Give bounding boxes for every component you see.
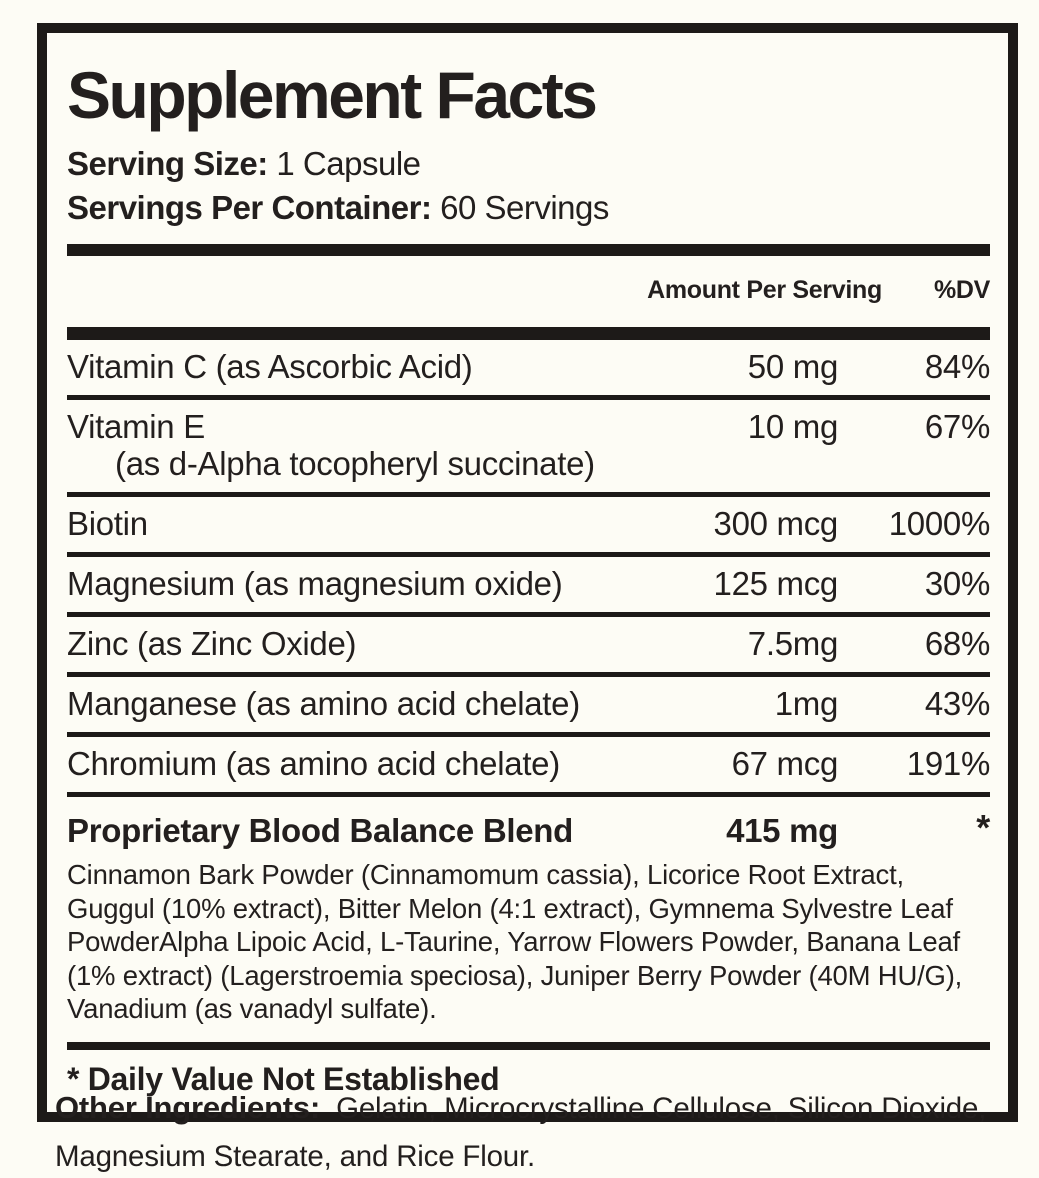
nutrient-amount: 67 mcg: [731, 745, 838, 783]
nutrient-dv: 43%: [924, 685, 990, 723]
servings-per-container-value: 60 Servings: [440, 189, 609, 227]
nutrient-row-manganese: [67, 677, 990, 732]
nutrient-amount: 50 mg: [747, 348, 838, 386]
column-header-amount: Amount Per Serving: [647, 276, 882, 305]
serving-size-line: [67, 142, 990, 186]
other-ingredients-label: Other Ingredients:: [55, 1090, 321, 1125]
blend-description: Cinnamon Bark Powder (Cinnamomum cassia), Licorice Root Extract, Guggul (10% extract), Bitter Melon (4:1 extract), Gymnema Sylvestre Leaf PowderAlpha Lipoic Acid, L-Taurine, Yarrow Flowers Powder, Banana Leaf (1% extract) (Lagerstroemia speciosa), Juniper Berry Powder (40M HU/G), Vanadium (as vanadyl sulfate).: [67, 859, 963, 1025]
nutrient-row-chromium: [67, 737, 990, 792]
blend-dv-asterisk: *: [976, 807, 990, 849]
servings-per-container-line: [67, 186, 990, 230]
nutrient-row-vitamin-c: [67, 340, 990, 395]
column-header-row: [67, 256, 990, 327]
nutrient-dv: 1000%: [888, 505, 990, 543]
divider-thick-header: [67, 327, 990, 340]
servings-per-container-label: Servings Per Container:: [67, 189, 432, 227]
nutrient-dv: 67%: [924, 408, 990, 446]
serving-size-label: Serving Size:: [67, 145, 268, 183]
nutrient-name-line1: Vitamin E: [67, 408, 205, 446]
nutrient-name: Zinc (as Zinc Oxide): [67, 625, 357, 663]
nutrient-dv: 68%: [924, 625, 990, 663]
nutrient-amount: 300 mcg: [713, 505, 838, 543]
daily-value-footnote: * Daily Value Not Established: [67, 1060, 500, 1097]
column-header-dv: %DV: [933, 276, 990, 305]
panel-title: Supplement Facts: [67, 58, 596, 132]
nutrient-dv: 84%: [924, 348, 990, 386]
nutrient-name: Manganese (as amino acid chelate): [67, 685, 580, 723]
nutrient-name: [67, 408, 648, 482]
nutrient-amount: 125 mcg: [713, 565, 838, 603]
nutrient-name: Magnesium (as magnesium oxide): [67, 565, 563, 603]
nutrient-name: Vitamin C (as Ascorbic Acid): [67, 348, 473, 386]
other-ingredients-value: Gelatin, Microcrystalline Cellulose, Silicon Dioxide, Magnesium Stearate, and Rice Flour.: [55, 1092, 987, 1173]
nutrient-amount: 10 mg: [747, 408, 838, 446]
nutrient-dv: 30%: [924, 565, 990, 603]
nutrient-dv: 191%: [906, 745, 990, 783]
blend-name: Proprietary Blood Balance Blend: [67, 812, 573, 850]
nutrient-row-magnesium: [67, 557, 990, 612]
divider-thick-footnote: [67, 1042, 990, 1050]
blend-row: [67, 797, 990, 854]
nutrient-amount: 1mg: [774, 685, 838, 723]
supplement-facts-panel: [37, 23, 1018, 1122]
divider-thick-top: [67, 244, 990, 256]
nutrient-row-biotin: [67, 497, 990, 552]
nutrient-name: Biotin: [67, 505, 148, 543]
nutrient-name-line2: (as d-Alpha tocopheryl succinate): [115, 445, 595, 483]
nutrient-row-vitamin-e: [67, 400, 990, 492]
nutrient-row-zinc: [67, 617, 990, 672]
nutrient-amount: 7.5mg: [747, 625, 838, 663]
nutrient-name: Chromium (as amino acid chelate): [67, 745, 560, 783]
other-ingredients-paragraph: [55, 1084, 1005, 1178]
serving-size-value: 1 Capsule: [276, 145, 421, 183]
blend-amount: 415 mg: [726, 812, 838, 850]
